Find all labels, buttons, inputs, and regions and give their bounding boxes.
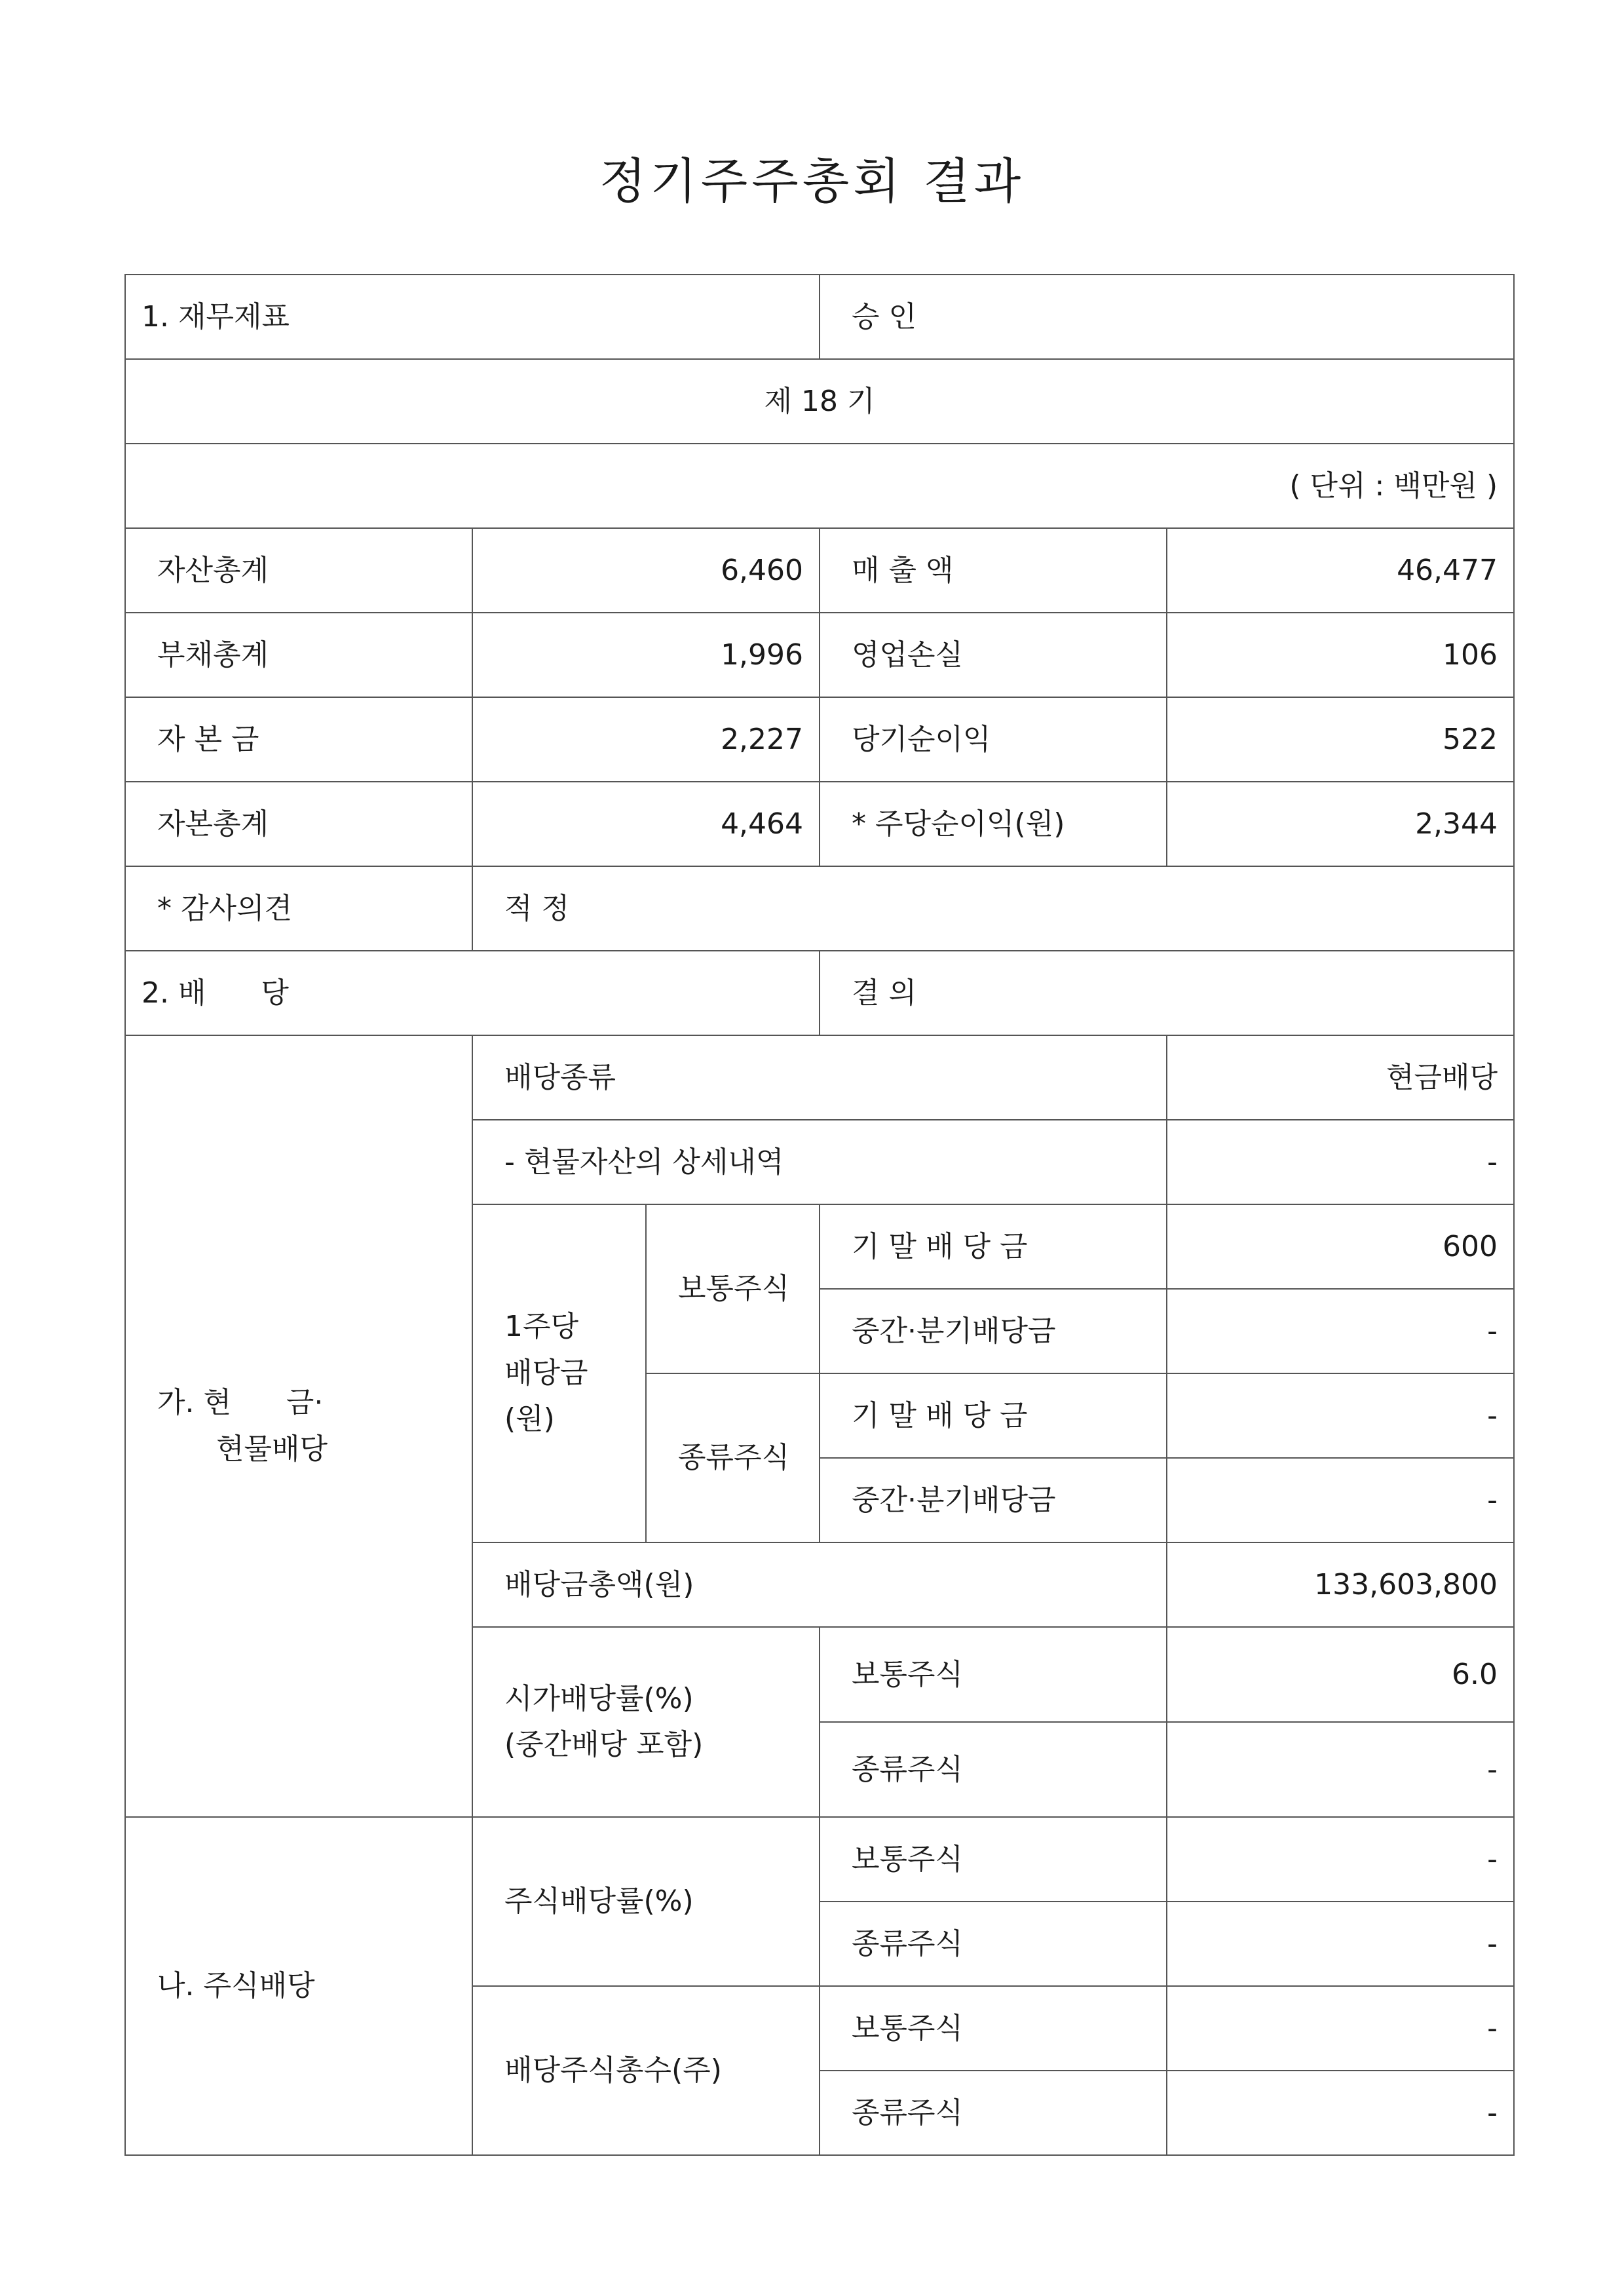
table-row bbox=[125, 275, 1514, 359]
dividend-total-label: 배당금총액(원) bbox=[472, 1542, 1167, 1627]
operating-loss-label: 영업손실 bbox=[820, 613, 1167, 697]
table-row bbox=[125, 697, 1514, 782]
table-row bbox=[125, 782, 1514, 866]
audit-opinion-label: * 감사의견 bbox=[125, 866, 472, 951]
preferred-stock-label: 종류주식 bbox=[646, 1373, 820, 1542]
cash-dividend-label bbox=[125, 1035, 472, 1817]
table-row bbox=[125, 1035, 1514, 1120]
table-row bbox=[125, 951, 1514, 1035]
dividend-type-value: 현금배당 bbox=[1167, 1035, 1514, 1120]
preferred-yearend-label: 기 말 배 당 금 bbox=[820, 1373, 1167, 1458]
table-row bbox=[125, 866, 1514, 951]
cash-dividend-label-line2: 현물배당 bbox=[216, 1432, 328, 1466]
assets-total-label: 자산총계 bbox=[125, 528, 472, 613]
assets-total-value: 6,460 bbox=[472, 528, 820, 613]
table-row bbox=[125, 359, 1514, 444]
dividend-total-value: 133,603,800 bbox=[1167, 1542, 1514, 1627]
per-share-dividend-label bbox=[472, 1204, 646, 1542]
stock-dividend-label: 나. 주식배당 bbox=[125, 1817, 472, 2155]
dividend-type-label: 배당종류 bbox=[472, 1035, 1167, 1120]
rate-preferred-value: - bbox=[1167, 1902, 1514, 1986]
results-table bbox=[124, 274, 1515, 2156]
liabilities-total-label: 부채총계 bbox=[125, 613, 472, 697]
count-common-label: 보통주식 bbox=[820, 1986, 1167, 2071]
count-common-value: - bbox=[1167, 1986, 1514, 2071]
table-row bbox=[125, 613, 1514, 697]
inkind-details-label: - 현물자산의 상세내역 bbox=[472, 1120, 1167, 1204]
eps-value: 2,344 bbox=[1167, 782, 1514, 866]
preferred-yearend-value: - bbox=[1167, 1373, 1514, 1458]
section2-label: 2. 배 당 bbox=[125, 951, 820, 1035]
dividend-yield-line1: 시가배당률(%) bbox=[504, 1681, 694, 1715]
yield-common-value: 6.0 bbox=[1167, 1627, 1514, 1722]
equity-total-value: 4,464 bbox=[472, 782, 820, 866]
page-title: 정기주주총회 결과 bbox=[599, 153, 1025, 210]
capital-stock-label: 자 본 금 bbox=[125, 697, 472, 782]
common-yearend-label: 기 말 배 당 금 bbox=[820, 1204, 1167, 1289]
table-row bbox=[125, 444, 1514, 528]
capital-stock-value: 2,227 bbox=[472, 697, 820, 782]
preferred-interim-value: - bbox=[1167, 1458, 1514, 1542]
table-row bbox=[125, 1817, 1514, 1902]
net-income-label: 당기순이익 bbox=[820, 697, 1167, 782]
per-share-line3: (원) bbox=[504, 1402, 555, 1436]
section2-status: 결 의 bbox=[820, 951, 1514, 1035]
operating-loss-value: 106 bbox=[1167, 613, 1514, 697]
common-stock-label: 보통주식 bbox=[646, 1204, 820, 1373]
eps-label: * 주당순이익(원) bbox=[820, 782, 1167, 866]
cash-dividend-label-line1: 가. 현 금· bbox=[157, 1386, 324, 1420]
per-share-line2: 배당금 bbox=[504, 1356, 588, 1390]
equity-total-label: 자본총계 bbox=[125, 782, 472, 866]
common-interim-value: - bbox=[1167, 1289, 1514, 1373]
per-share-line1: 1주당 bbox=[504, 1310, 579, 1344]
stock-dividend-rate-label: 주식배당률(%) bbox=[472, 1817, 820, 1986]
dividend-shares-total-label: 배당주식총수(주) bbox=[472, 1986, 820, 2155]
count-preferred-label: 종류주식 bbox=[820, 2071, 1167, 2155]
rate-common-value: - bbox=[1167, 1817, 1514, 1902]
yield-common-label: 보통주식 bbox=[820, 1627, 1167, 1722]
net-income-value: 522 bbox=[1167, 697, 1514, 782]
section1-label: 1. 재무제표 bbox=[125, 275, 820, 359]
rate-preferred-label: 종류주식 bbox=[820, 1902, 1167, 1986]
table-row bbox=[125, 528, 1514, 613]
dividend-yield-line2: (중간배당 포함) bbox=[504, 1728, 704, 1761]
unit-label: ( 단위 : 백만원 ) bbox=[125, 444, 1514, 528]
section1-status: 승 인 bbox=[820, 275, 1514, 359]
inkind-details-value: - bbox=[1167, 1120, 1514, 1204]
yield-preferred-label: 종류주식 bbox=[820, 1722, 1167, 1817]
yield-preferred-value: - bbox=[1167, 1722, 1514, 1817]
revenue-value: 46,477 bbox=[1167, 528, 1514, 613]
rate-common-label: 보통주식 bbox=[820, 1817, 1167, 1902]
period-label: 제 18 기 bbox=[125, 359, 1514, 444]
liabilities-total-value: 1,996 bbox=[472, 613, 820, 697]
common-interim-label: 중간·분기배당금 bbox=[820, 1289, 1167, 1373]
dividend-yield-label bbox=[472, 1627, 820, 1817]
count-preferred-value: - bbox=[1167, 2071, 1514, 2155]
revenue-label: 매 출 액 bbox=[820, 528, 1167, 613]
common-yearend-value: 600 bbox=[1167, 1204, 1514, 1289]
audit-opinion-value: 적 정 bbox=[472, 866, 1514, 951]
preferred-interim-label: 중간·분기배당금 bbox=[820, 1458, 1167, 1542]
